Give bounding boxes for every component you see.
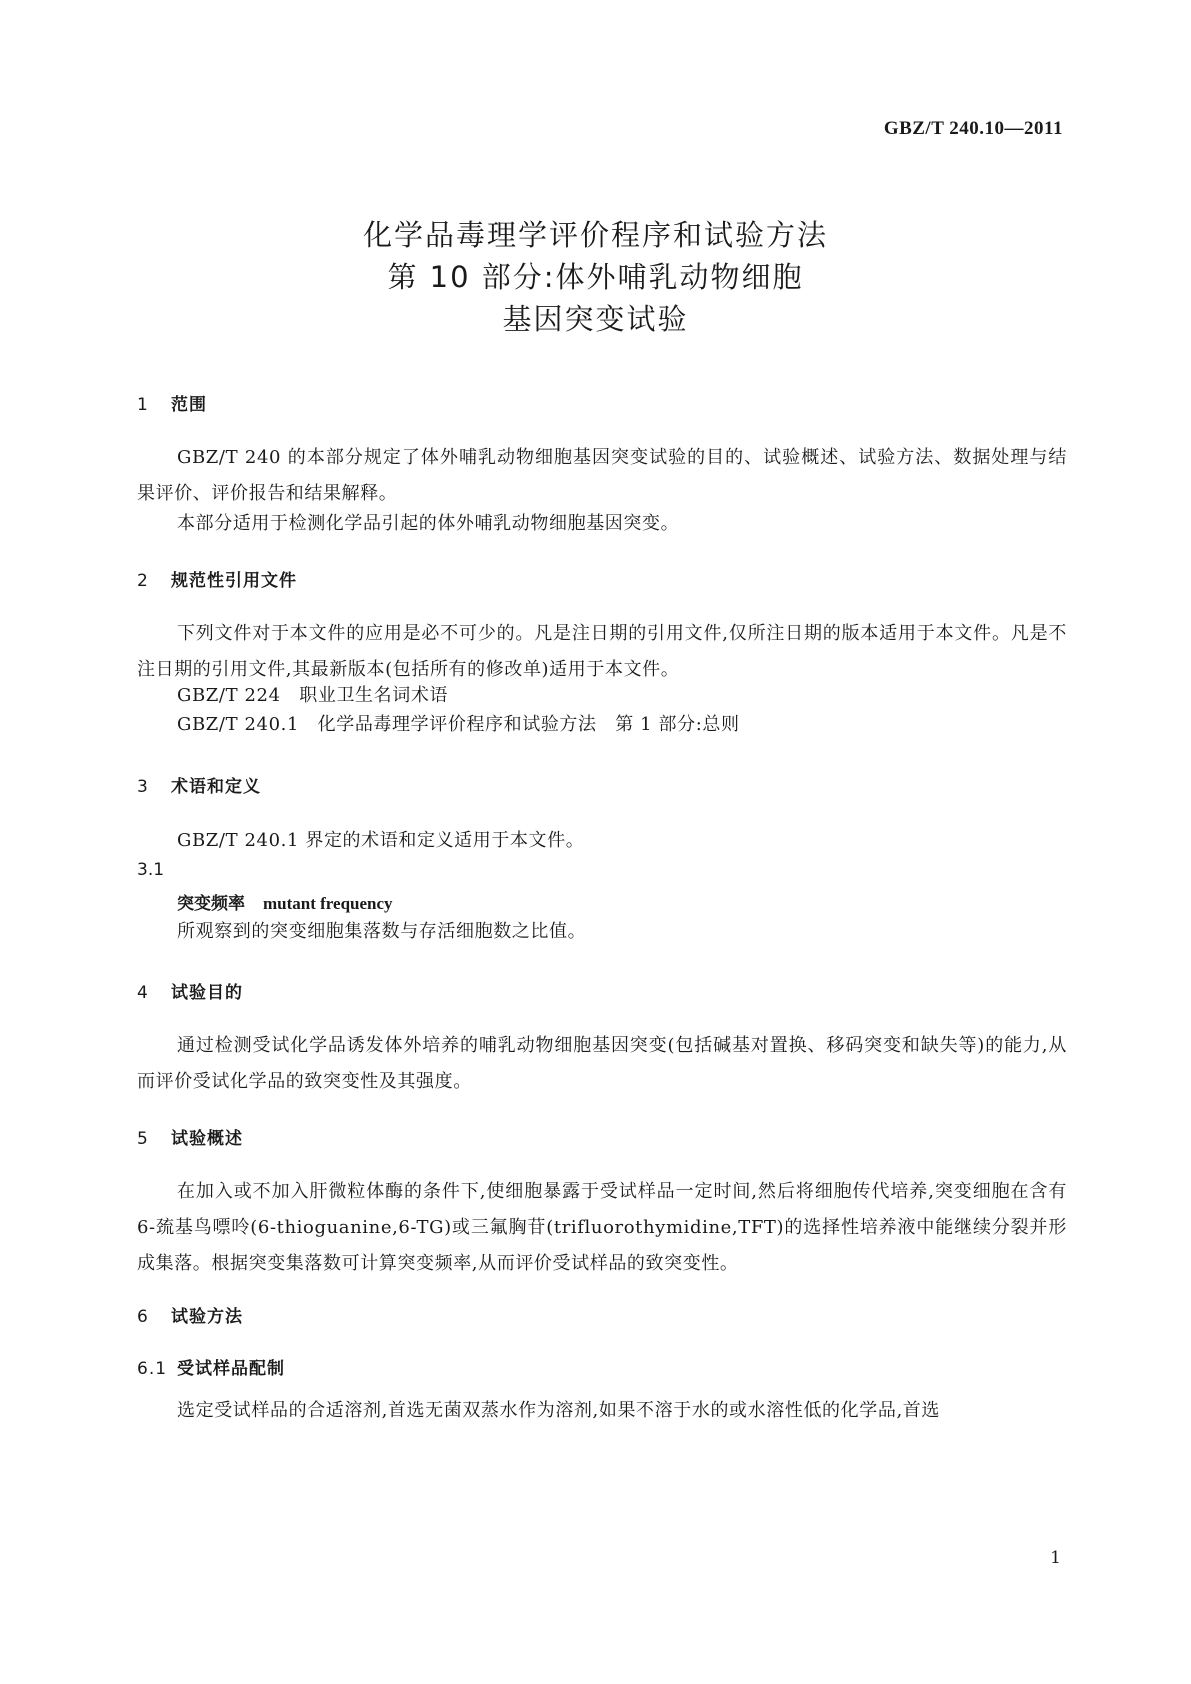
section-title: 范围 xyxy=(171,395,207,415)
section-title: 试验方法 xyxy=(171,1307,243,1327)
standard-code: GBZ/T 240.10—2011 xyxy=(883,118,1063,139)
title-line-1: 化学品毒理学评价程序和试验方法 xyxy=(362,218,828,252)
term-english: mutant frequency xyxy=(263,894,393,913)
section-6-1-paragraph-1: 选定受试样品的合适溶剂,首选无菌双蒸水作为溶剂,如果不溶于水的或水溶性低的化学品,首选 xyxy=(177,1400,940,1421)
subsection-6-1-heading xyxy=(137,1354,285,1379)
section-3-heading xyxy=(137,772,261,797)
section-6-heading xyxy=(137,1302,243,1327)
section-title: 规范性引用文件 xyxy=(171,571,297,591)
section-4-paragraph-1: 通过检测受试化学品诱发体外培养的哺乳动物细胞基因突变(包括碱基对置换、移码突变和缺失等)的能力,从而评价受试化学品的致突变性及其强度。 xyxy=(137,1035,1067,1092)
section-1-paragraph-1: GBZ/T 240 的本部分规定了体外哺乳动物细胞基因突变试验的目的、试验概述、试验方法、数据处理与结果评价、评价报告和结果解释。 xyxy=(137,447,1067,504)
title-line-2: 第 10 部分:体外哺乳动物细胞 xyxy=(387,260,804,294)
section-1-heading xyxy=(137,390,207,415)
term-definition: 所观察到的突变细胞集落数与存活细胞数之比值。 xyxy=(177,921,587,942)
section-number: 1 xyxy=(137,395,149,415)
term-number: 3.1 xyxy=(137,860,165,880)
section-number: 4 xyxy=(137,983,149,1003)
section-number: 2 xyxy=(137,571,149,591)
subsection-number: 6.1 xyxy=(137,1359,168,1379)
section-5-heading xyxy=(137,1124,243,1149)
section-4-heading xyxy=(137,978,243,1003)
section-number: 6 xyxy=(137,1307,149,1327)
section-number: 3 xyxy=(137,777,149,797)
section-2-paragraph-1: 下列文件对于本文件的应用是必不可少的。凡是注日期的引用文件,仅所注日期的版本适用于本文件。凡是不注日期的引用文件,其最新版本(包括所有的修改单)适用于本文件。 xyxy=(137,623,1067,680)
section-title: 术语和定义 xyxy=(171,777,261,797)
term-entry xyxy=(177,889,393,914)
section-title: 试验目的 xyxy=(171,983,243,1003)
section-2-heading xyxy=(137,566,297,591)
normative-reference-2: GBZ/T 240.1 化学品毒理学评价程序和试验方法 第 1 部分:总则 xyxy=(177,714,740,735)
section-3-paragraph-1: GBZ/T 240.1 界定的术语和定义适用于本文件。 xyxy=(177,830,585,851)
subsection-title: 受试样品配制 xyxy=(177,1359,285,1379)
normative-reference-1: GBZ/T 224 职业卫生名词术语 xyxy=(177,685,449,706)
section-5-paragraph-1: 在加入或不加入肝微粒体酶的条件下,使细胞暴露于受试样品一定时间,然后将细胞传代培养,突变细胞在含有 6-巯基鸟嘌呤(6-thioguanine,6-TG)或三氟胸苷(trifluorothymidine,TFT)的选择性培养液中能继续分裂并形成集落。根据突变集落数可计算突变频率,从而评价受试样品的致突变性。 xyxy=(137,1181,1067,1274)
section-1-paragraph-2: 本部分适用于检测化学品引起的体外哺乳动物细胞基因突变。 xyxy=(177,513,680,534)
title-line-3: 基因突变试验 xyxy=(502,302,689,336)
section-title: 试验概述 xyxy=(171,1129,243,1149)
page-number: 1 xyxy=(1050,1548,1061,1568)
term-chinese: 突变频率 xyxy=(177,894,245,914)
section-number: 5 xyxy=(137,1129,149,1149)
